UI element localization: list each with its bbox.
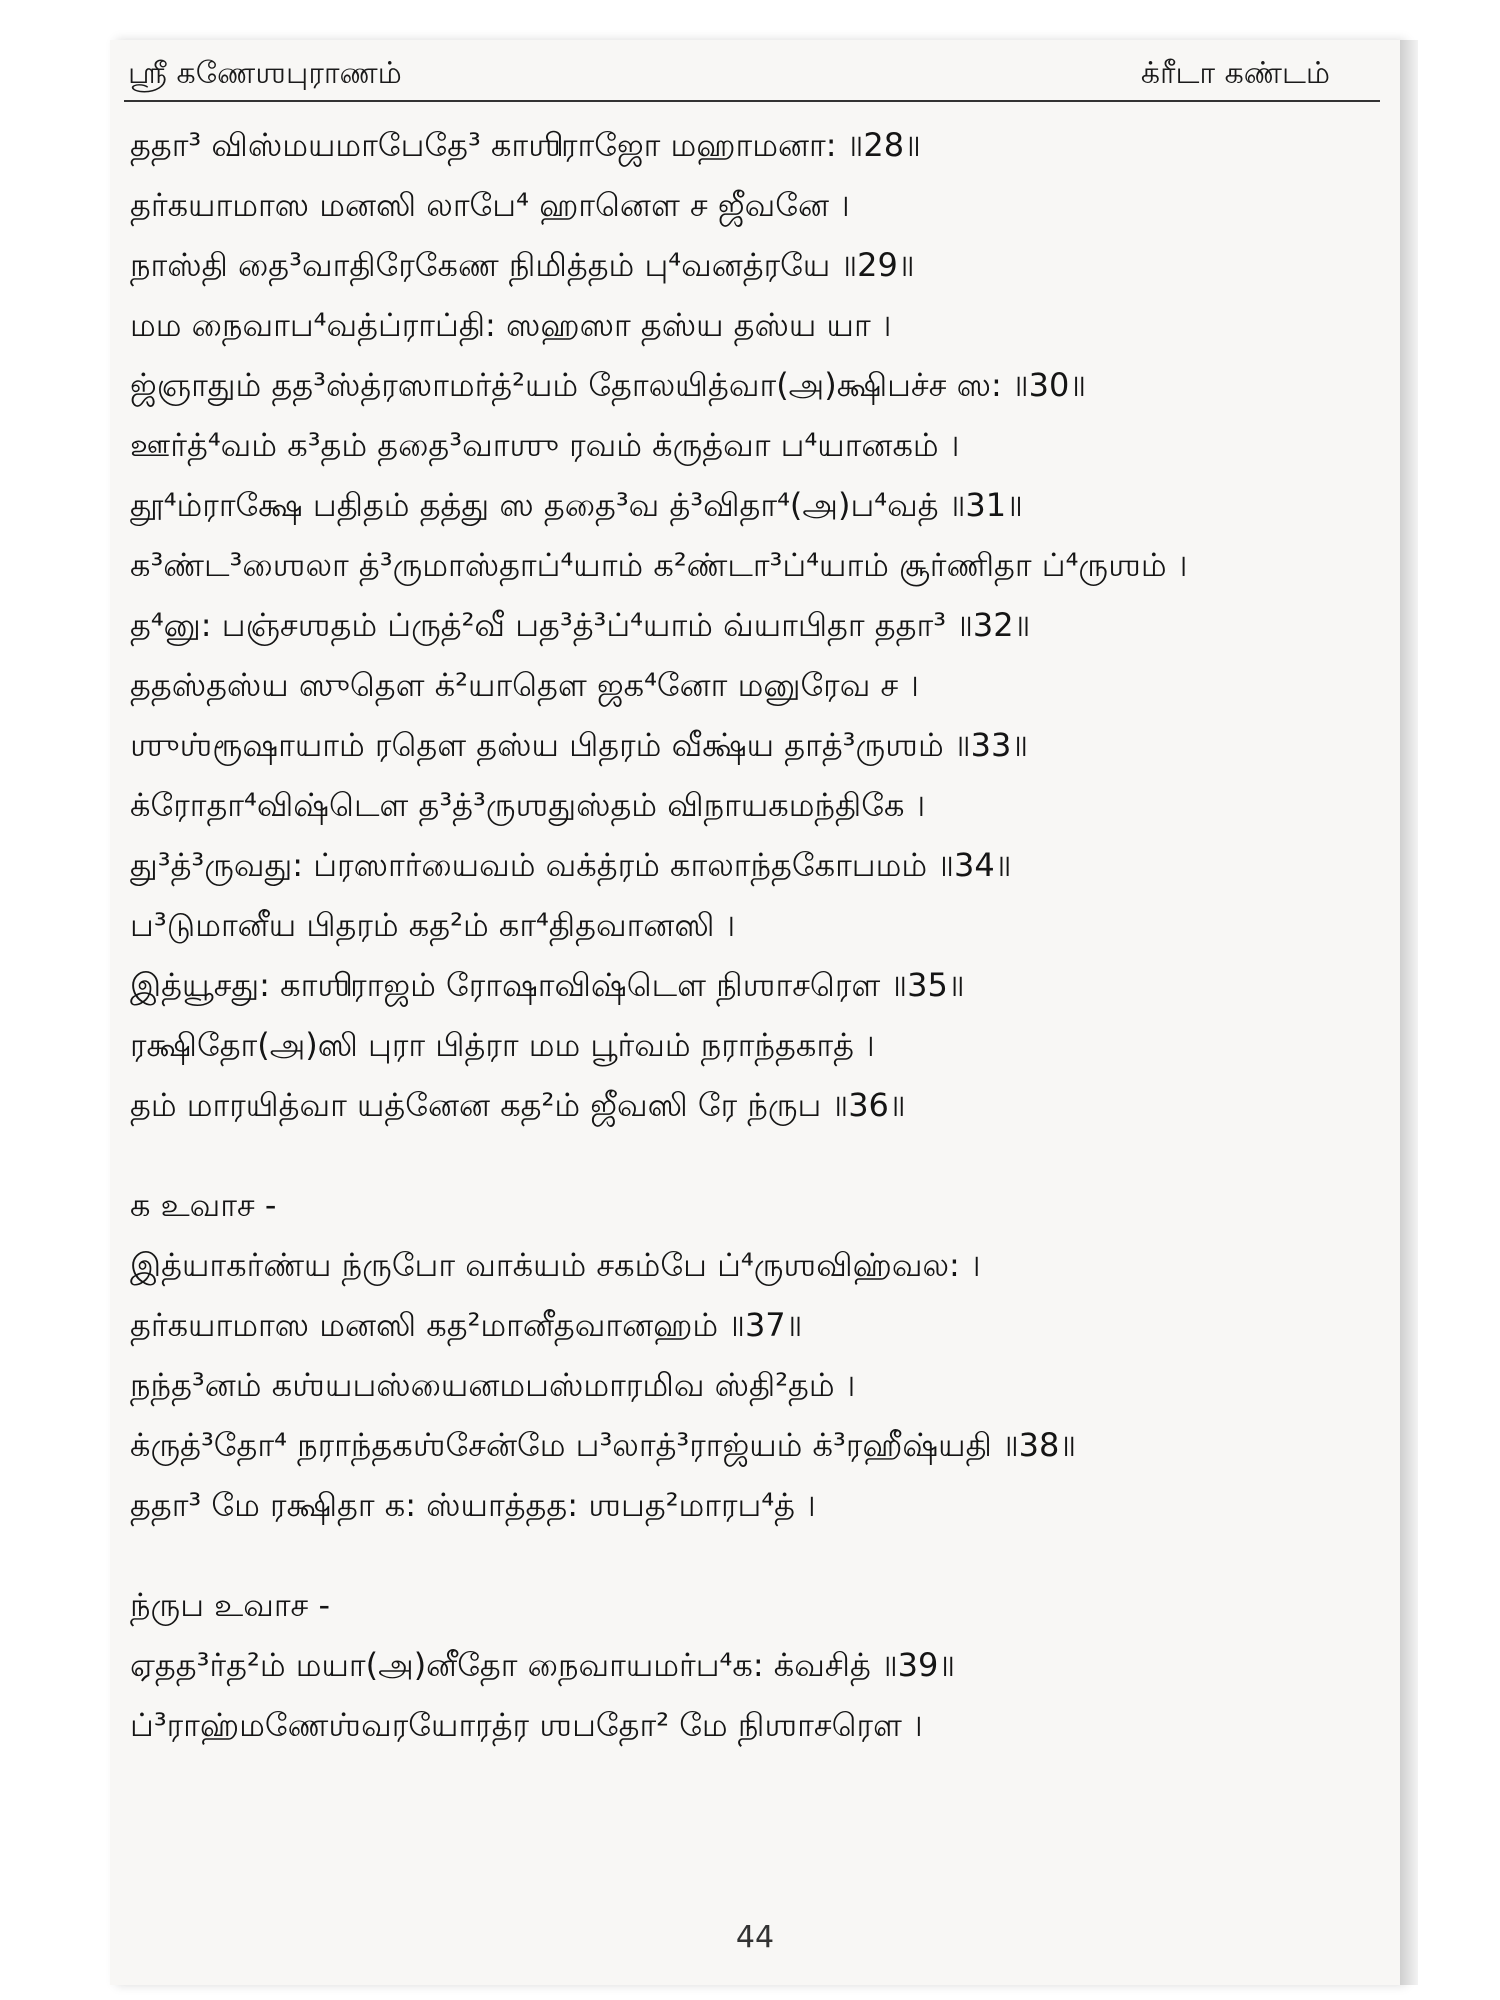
verse-line: ஊர்த்⁴வம் க³தம் ததை³வாஶு ரவம் க்ருத்வா ப⁴யானகம் । — [130, 426, 960, 464]
verse-line: ஶுஶ்ரூஷாயாம் ரதௌ தஸ்ய பிதரம் வீக்ஷ்ய தாத்³ருஶம் ॥33॥ — [130, 726, 1029, 764]
speaker-heading: ந்ருப உவாச - — [130, 1586, 330, 1624]
stanza-gap — [130, 1135, 1380, 1175]
verse-line: தூ⁴ம்ராக்ஷே பதிதம் தத்து ஸ ததை³வ த்³விதா⁴(அ)ப⁴வத் ॥31॥ — [130, 486, 1023, 524]
book-title: ஸ்ரீ கணேஶபுராணம் — [128, 56, 402, 91]
stanza-gap — [130, 1535, 1380, 1575]
verse-line: ரக்ஷிதோ(அ)ஸி புரா பித்ரா மம பூர்வம் நராந்தகாத் । — [130, 1026, 875, 1064]
verse-line: த⁴னு꞉ பஞ்சஶதம் ப்ருத்²வீ பத³த்³ப்⁴யாம் வ்யாபிதா ததா³ ॥32॥ — [130, 606, 1031, 644]
header-divider — [124, 100, 1380, 102]
verse-line: இத்யூசது꞉ காஶிராஜம் ரோஷாவிஷ்டௌ நிஶாசரௌ ॥35॥ — [130, 966, 965, 1004]
verse-line: ப³டுமானீய பிதரம் கத²ம் கா⁴திதவானஸி । — [130, 906, 736, 944]
verse-line: ஜ்ஞாதும் தத³ஸ்த்ரஸாமர்த்²யம் தோலயித்வா(அ)க்ஷிபச்ச ஸ꞉ ॥30॥ — [130, 366, 1086, 404]
section-title: க்ரீடா கண்டம் — [1140, 56, 1330, 91]
verse-line: இத்யாகர்ண்ய ந்ருபோ வாக்யம் சகம்பே ப்⁴ருஶவிஹ்வல꞉ । — [130, 1246, 981, 1284]
verse-line: ததா³ விஸ்மயமாபேதே³ காஶிராஜோ மஹாமனா꞉ ॥28॥ — [130, 126, 921, 164]
verse-line: ததஸ்தஸ்ய ஸுதௌ க்²யாதௌ ஜக⁴னோ மனுரேவ ச । — [130, 666, 919, 704]
verse-line: மம நைவாப⁴வத்ப்ராப்தி꞉ ஸஹஸா தஸ்ய தஸ்ய யா । — [130, 306, 892, 344]
verse-line: தர்கயாமாஸ மனஸி கத²மானீதவானஹம் ॥37॥ — [130, 1306, 803, 1344]
speaker-heading: க உவாச - — [130, 1186, 277, 1224]
book-page — [110, 40, 1400, 1985]
verse-line: ஏதத³ர்த²ம் மயா(அ)னீதோ நைவாயமர்ப⁴க꞉ க்வசித் ॥39॥ — [130, 1646, 956, 1684]
verse-line: து³த்³ருவது꞉ ப்ரஸார்யைவம் வக்த்ரம் காலாந்தகோபமம் ॥34॥ — [130, 846, 1012, 884]
page-edge-shadow — [1400, 40, 1418, 1985]
verse-line: நந்த³னம் கஶ்யபஸ்யைனமபஸ்மாரமிவ ஸ்தி²தம் । — [130, 1366, 856, 1404]
running-header — [110, 40, 1400, 102]
verse-line: தர்கயாமாஸ மனஸி லாபே⁴ ஹானௌ ச ஜீவனே । — [130, 186, 850, 224]
page-number: 44 — [735, 1920, 775, 1955]
verse-line: ததா³ மே ரக்ஷிதா க꞉ ஸ்யாத்தத꞉ ஶபத²மாரப⁴த் । — [130, 1486, 816, 1524]
verse-line: க்ருத்³தோ⁴ நராந்தகஶ்சேன்மே ப³லாத்³ராஜ்யம் க்³ரஹீஷ்யதி ॥38॥ — [130, 1426, 1077, 1464]
verse-line: தம் மாரயித்வா யத்னேன கத²ம் ஜீவஸி ரே ந்ருப ॥36॥ — [130, 1086, 906, 1124]
verse-line: க்ரோதா⁴விஷ்டௌ த³த்³ருஶதுஸ்தம் விநாயகமந்திகே । — [130, 786, 926, 824]
verse-block — [130, 115, 1380, 1755]
verse-line: க³ண்ட³ஶைலா த்³ருமாஸ்தாப்⁴யாம் க²ண்டா³ப்⁴யாம் சூர்ணிதா ப்⁴ருஶம் । — [130, 546, 1188, 584]
verse-line: நாஸ்தி தை³வாதிரேகேண நிமித்தம் பு⁴வனத்ரயே ॥29॥ — [130, 246, 915, 284]
verse-line: ப்³ராஹ்மணேஶ்வரயோரத்ர ஶபதோ² மே நிஶாசரௌ । — [130, 1706, 923, 1744]
